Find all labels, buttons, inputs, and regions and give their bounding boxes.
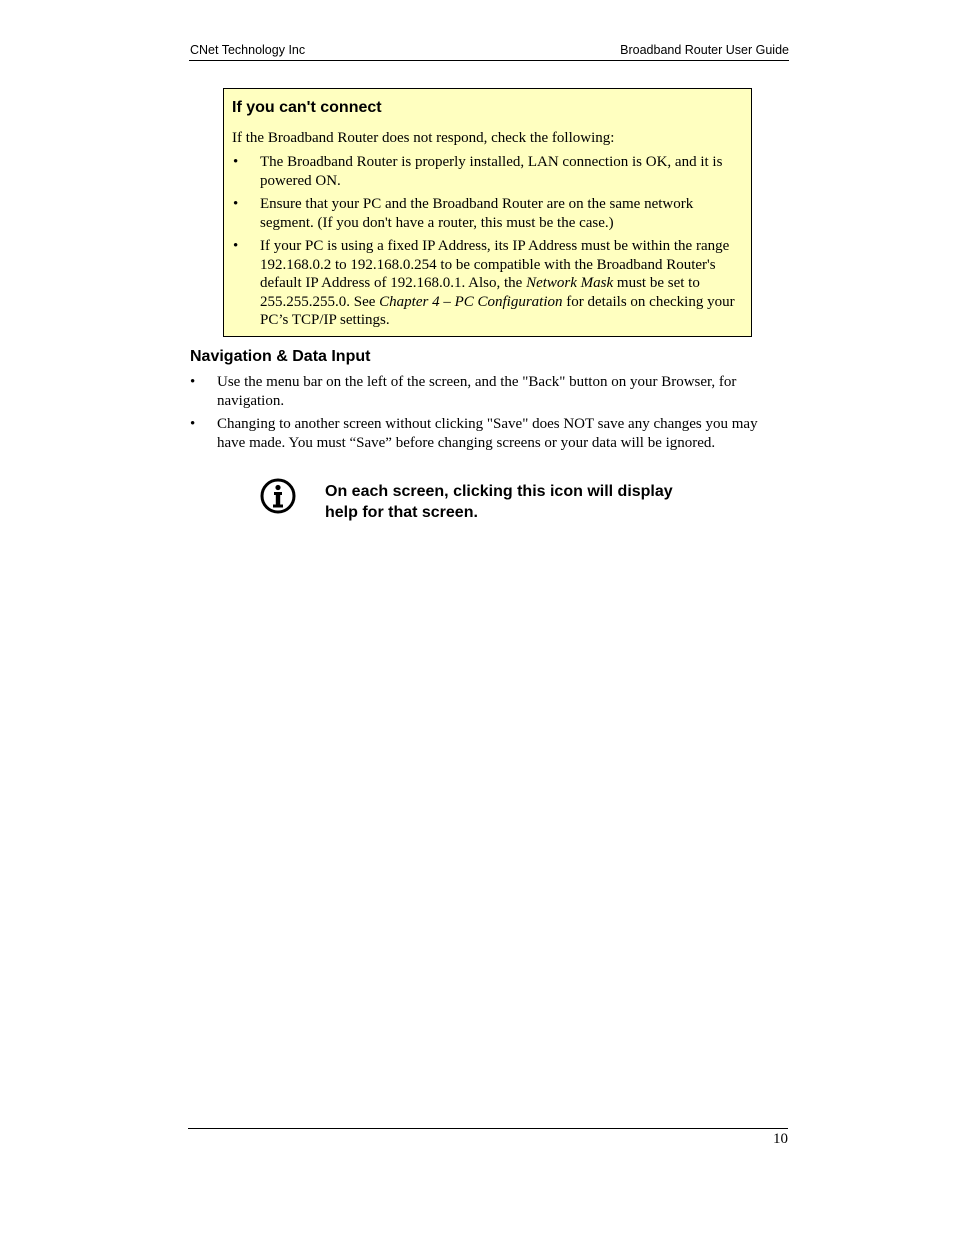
callout-title: If you can't connect [232, 99, 382, 116]
help-note-line: help for that screen. [325, 504, 478, 521]
bullet-icon: • [233, 196, 239, 212]
help-note-line: On each screen, clicking this icon will display [325, 483, 673, 500]
list-item [232, 195, 744, 232]
list-item [189, 373, 787, 410]
header-company: CNet Technology Inc [190, 43, 306, 57]
callout-bullet-text [260, 238, 735, 328]
text-run: for details on checking your PC’s TCP/IP settings. [260, 293, 735, 328]
bullet-icon: • [233, 238, 239, 254]
navigation-bullet-text: Changing to another screen without clicking "Save" does NOT save any changes you may have made. You must “Save” before changing screens or your data will be ignored. [217, 416, 758, 451]
page-number: 10 [773, 1131, 788, 1147]
network-mask-term: Network Mask [526, 275, 614, 291]
callout-intro: If the Broadband Router does not respond, check the following: [232, 130, 615, 146]
footer-divider [188, 1128, 788, 1129]
list-item [232, 153, 744, 190]
help-note [325, 481, 745, 523]
list-item [232, 237, 744, 330]
header-guide-title: Broadband Router User Guide [620, 43, 789, 57]
troubleshooting-callout [223, 88, 752, 337]
page-header [189, 42, 789, 61]
text-run: must be set to 255.255.255.0. See [260, 275, 700, 310]
section-heading: Navigation & Data Input [190, 348, 371, 365]
bullet-icon: • [190, 416, 196, 432]
text-run: If your PC is using a fixed IP Address, its IP Address must be within the range 192.168.0.2 to 192.168.0.254 to be compatible with the Broadband Router's default IP Address of 192.168.0.1. Also, the [260, 238, 730, 291]
navigation-bullet-list [189, 373, 787, 457]
callout-bullet-text: The Broadband Router is properly installed, LAN connection is OK, and it is powered ON. [260, 154, 723, 189]
bullet-icon: • [190, 374, 196, 390]
callout-bullet-list [232, 153, 744, 335]
navigation-bullet-text: Use the menu bar on the left of the screen, and the "Back" button on your Browser, for navigation. [217, 374, 737, 409]
chapter-reference: Chapter 4 – PC Configuration [379, 293, 563, 310]
callout-bullet-text: Ensure that your PC and the Broadband Router are on the same network segment. (If you don't have a router, this must be the case.) [260, 196, 694, 231]
info-icon [259, 477, 297, 515]
list-item [189, 415, 787, 452]
bullet-icon: • [233, 154, 239, 170]
